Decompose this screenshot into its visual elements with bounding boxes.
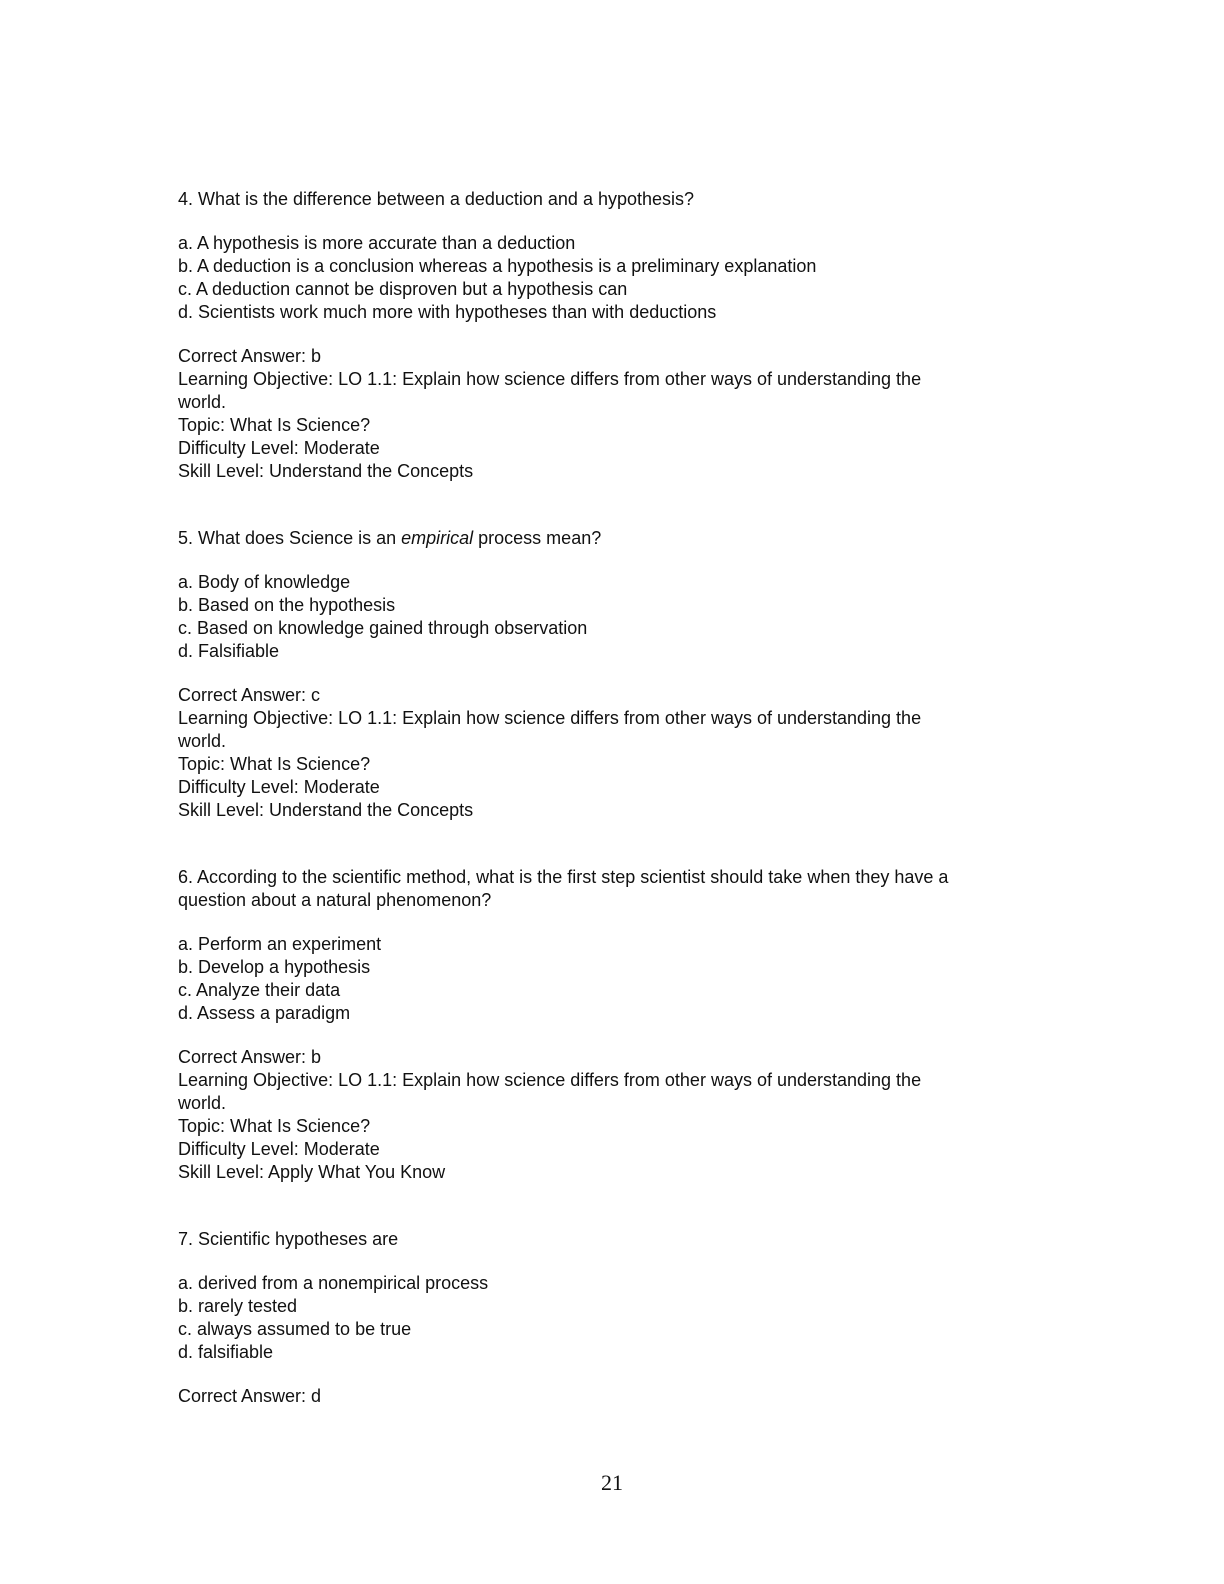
correct-answer: Correct Answer: b (178, 1047, 322, 1067)
question-4 (178, 188, 1048, 483)
option-d: d. Scientists work much more with hypotheses than with deductions (178, 302, 717, 322)
option-a: a. Perform an experiment (178, 934, 382, 954)
correct-answer: Correct Answer: d (178, 1386, 322, 1406)
topic: Topic: What Is Science? (178, 754, 371, 774)
difficulty-level: Difficulty Level: Moderate (178, 438, 380, 458)
stem-end: process mean? (473, 528, 602, 548)
correct-answer: Correct Answer: b (178, 346, 322, 366)
option-a: a. A hypothesis is more accurate than a deduction (178, 233, 576, 253)
answer-options (178, 933, 1048, 1025)
learning-objective: Learning Objective: LO 1.1: Explain how science differs from other ways of understanding the (178, 369, 922, 389)
option-a: a. derived from a nonempirical process (178, 1273, 489, 1293)
question-metadata (178, 1046, 1048, 1184)
answer-options (178, 232, 1048, 324)
option-c: c. A deduction cannot be disproven but a hypothesis can (178, 279, 628, 299)
option-b: b. rarely tested (178, 1296, 298, 1316)
skill-level: Skill Level: Understand the Concepts (178, 800, 474, 820)
option-d: d. Assess a paradigm (178, 1003, 351, 1023)
correct-answer: Correct Answer: c (178, 685, 321, 705)
difficulty-level: Difficulty Level: Moderate (178, 777, 380, 797)
topic: Topic: What Is Science? (178, 415, 371, 435)
question-list (178, 188, 1048, 1408)
learning-objective-continued: world. (178, 1093, 227, 1113)
question-stem: 6. According to the scientific method, what is the first step scientist should take when they have a (178, 867, 949, 887)
answer-options (178, 571, 1048, 663)
answer-options (178, 1272, 1048, 1364)
option-c: c. always assumed to be true (178, 1319, 412, 1339)
option-b: b. A deduction is a conclusion whereas a hypothesis is a preliminary explanation (178, 256, 817, 276)
option-c: c. Analyze their data (178, 980, 341, 1000)
option-b: b. Develop a hypothesis (178, 957, 371, 977)
learning-objective-continued: world. (178, 731, 227, 751)
page-number: 21 (601, 1470, 623, 1495)
option-d: d. Falsifiable (178, 641, 280, 661)
topic: Topic: What Is Science? (178, 1116, 371, 1136)
learning-objective: Learning Objective: LO 1.1: Explain how science differs from other ways of understanding the (178, 708, 922, 728)
stem-italic-term: empirical (401, 528, 474, 548)
question-metadata (178, 1385, 1048, 1408)
question-stem (178, 527, 1048, 550)
option-b: b. Based on the hypothesis (178, 595, 396, 615)
question-6 (178, 866, 1048, 1184)
question-stem: 4. What is the difference between a deduction and a hypothesis? (178, 189, 695, 209)
stem-start: 5. What does Science is an (178, 528, 402, 548)
skill-level: Skill Level: Understand the Concepts (178, 461, 474, 481)
question-5 (178, 527, 1048, 822)
option-c: c. Based on knowledge gained through observation (178, 618, 588, 638)
question-stem: 7. Scientific hypotheses are (178, 1229, 399, 1249)
option-d: d. falsifiable (178, 1342, 274, 1362)
learning-objective: Learning Objective: LO 1.1: Explain how science differs from other ways of understanding the (178, 1070, 922, 1090)
question-metadata (178, 345, 1048, 483)
difficulty-level: Difficulty Level: Moderate (178, 1139, 380, 1159)
question-stem-continued: question about a natural phenomenon? (178, 890, 492, 910)
question-7 (178, 1228, 1048, 1408)
learning-objective-continued: world. (178, 392, 227, 412)
question-metadata (178, 684, 1048, 822)
option-a: a. Body of knowledge (178, 572, 351, 592)
skill-level: Skill Level: Apply What You Know (178, 1162, 446, 1182)
